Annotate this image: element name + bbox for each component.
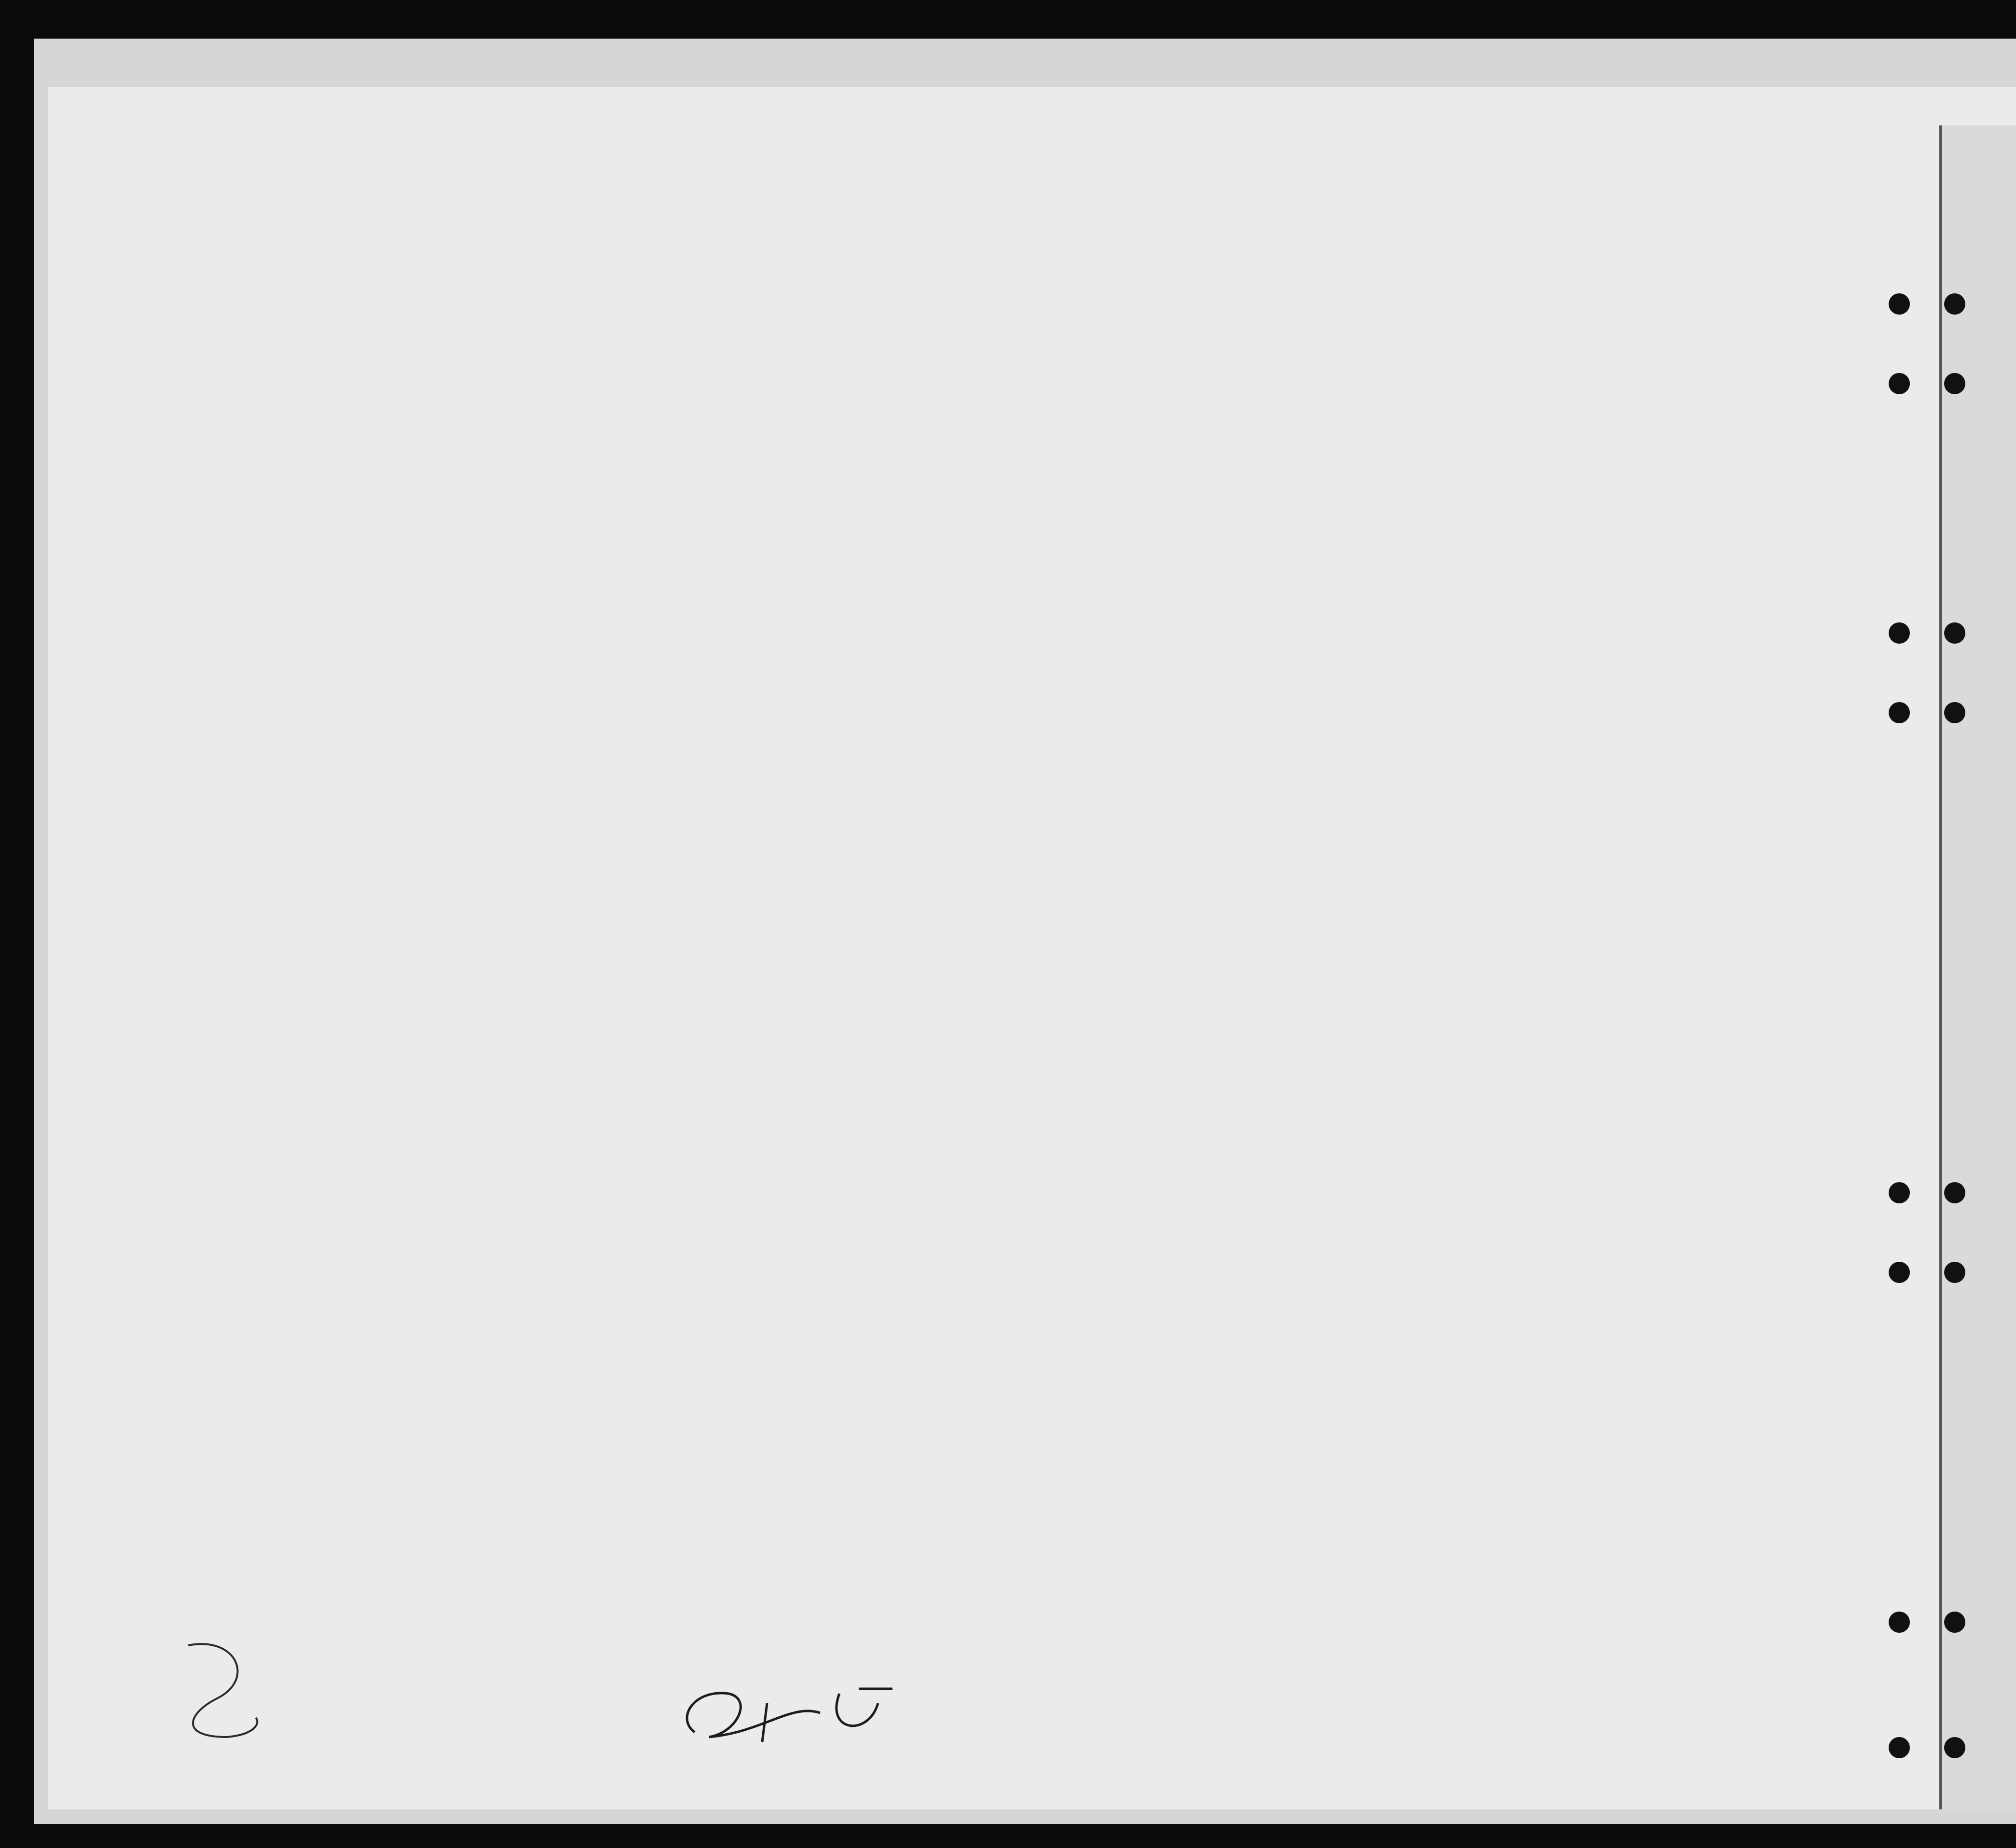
margin-scribble xyxy=(159,1626,285,1751)
purser-signature xyxy=(666,1660,917,1761)
